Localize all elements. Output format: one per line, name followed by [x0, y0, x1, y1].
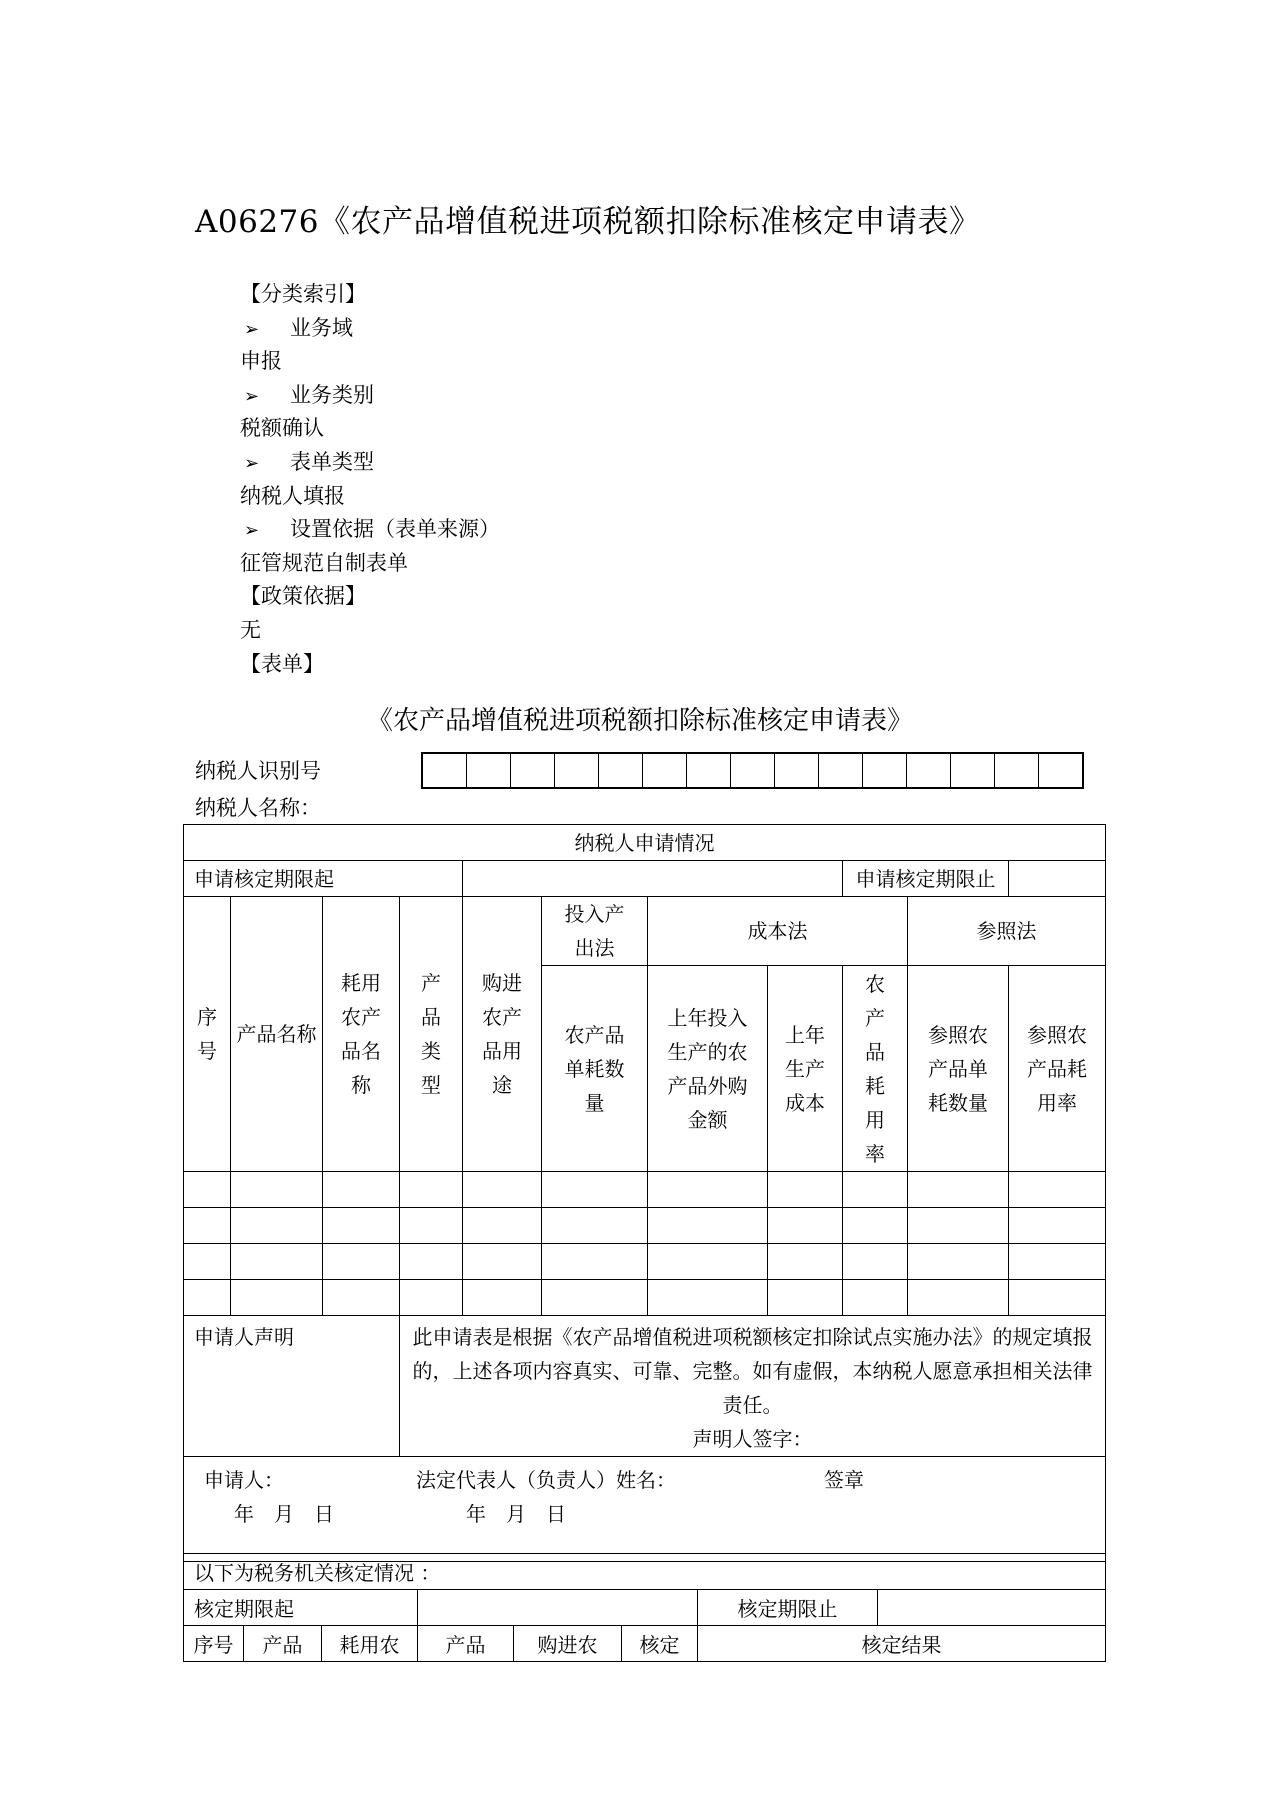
table-row	[184, 1244, 1106, 1280]
policy-value: 无	[240, 617, 261, 642]
seal-label: 签章	[824, 1468, 864, 1492]
table-cell[interactable]	[184, 1280, 231, 1316]
tin-digit-box[interactable]	[907, 754, 951, 787]
header-ref-method: 参照法	[908, 897, 1106, 966]
table-cell[interactable]	[843, 1208, 908, 1244]
table-cell[interactable]	[542, 1172, 648, 1208]
header-ref-unit-consumption: 参照农产品单耗数量	[908, 966, 1009, 1172]
table-cell[interactable]	[1009, 1208, 1106, 1244]
header-io-method: 投入产出法	[542, 897, 648, 966]
header-product-name: 产品名称	[231, 897, 323, 1172]
index-form-type-value: 纳税人填报	[240, 483, 345, 508]
table-cell[interactable]	[323, 1244, 400, 1280]
declaration-text: 此申请表是根据《农产品增值税进项税额核定扣除试点实施办法》的规定填报的，上述各项内容真实、可靠、完整。如有虚假，本纳税人愿意承担相关法律责任。	[412, 1325, 1093, 1417]
table-cell[interactable]	[908, 1208, 1009, 1244]
period-start-label: 申请核定期限起	[184, 861, 463, 897]
bottom-header-consumed: 耗用农	[322, 1626, 418, 1662]
form-header: 【表单】	[240, 651, 324, 676]
header-last-year-cost: 上年生产成本	[768, 966, 843, 1172]
table-cell[interactable]	[1009, 1244, 1106, 1280]
table-cell[interactable]	[542, 1208, 648, 1244]
tin-digit-box[interactable]	[1039, 754, 1082, 787]
declaration-label: 申请人声明	[184, 1316, 400, 1457]
table-cell[interactable]	[184, 1208, 231, 1244]
application-table	[183, 824, 1106, 1562]
period-end-label: 申请核定期限止	[843, 861, 1009, 897]
table-cell[interactable]	[843, 1280, 908, 1316]
applicant-date: 年 月 日	[234, 1502, 334, 1526]
table-cell[interactable]	[648, 1244, 768, 1280]
table-cell[interactable]	[908, 1244, 1009, 1280]
table-row	[184, 1280, 1106, 1316]
section-title: 纳税人申请情况	[184, 825, 1106, 861]
table-cell[interactable]	[463, 1172, 542, 1208]
bottom-header-purchase: 购进农	[514, 1626, 622, 1662]
index-form-type-label: ➢ 表单类型	[240, 446, 500, 480]
tin-digit-box[interactable]	[599, 754, 643, 787]
table-cell[interactable]	[648, 1280, 768, 1316]
bottom-header-seq: 序号	[184, 1626, 244, 1662]
tin-digit-box[interactable]	[467, 754, 511, 787]
table-cell[interactable]	[231, 1208, 323, 1244]
policy-header: 【政策依据】	[240, 584, 366, 609]
header-unit-consumption: 农产品单耗数量	[542, 966, 648, 1172]
document-title: A06276《农产品增值税进项税额扣除标准核定申请表》	[195, 204, 981, 240]
index-domain-label: ➢ 业务域	[240, 312, 500, 346]
bottom-header-type: 产品	[418, 1626, 514, 1662]
declaration-cell	[400, 1316, 1106, 1457]
bottom-header-product: 产品	[244, 1626, 322, 1662]
arrow-bullet-icon: ➢	[244, 385, 260, 407]
table-cell[interactable]	[768, 1208, 843, 1244]
header-product-type: 产品类型	[400, 897, 463, 1172]
bottom-header-result: 核定结果	[698, 1626, 1106, 1662]
header-consumption-rate: 农产品耗用率	[843, 966, 908, 1172]
header-purchase-use: 购进农产品用途	[463, 897, 542, 1172]
table-cell[interactable]	[542, 1280, 648, 1316]
tin-digit-box[interactable]	[643, 754, 687, 787]
table-cell[interactable]	[1009, 1172, 1106, 1208]
verify-end-field[interactable]	[878, 1590, 1106, 1626]
tin-digit-box[interactable]	[863, 754, 907, 787]
table-cell[interactable]	[908, 1280, 1009, 1316]
table-cell[interactable]	[908, 1172, 1009, 1208]
form-title: 《农产品增值税进项税额扣除标准核定申请表》	[366, 706, 913, 736]
header-ref-rate: 参照农产品耗用率	[1009, 966, 1106, 1172]
index-basis-value: 征管规范自制表单	[240, 550, 408, 575]
table-cell[interactable]	[542, 1244, 648, 1280]
verify-end-label: 核定期限止	[698, 1590, 878, 1626]
table-cell[interactable]	[843, 1172, 908, 1208]
table-cell[interactable]	[231, 1172, 323, 1208]
header-last-year-amount: 上年投入生产的农产品外购金额	[648, 966, 768, 1172]
table-cell[interactable]	[400, 1280, 463, 1316]
tin-digit-box[interactable]	[951, 754, 995, 787]
table-cell[interactable]	[463, 1244, 542, 1280]
table-cell[interactable]	[231, 1280, 323, 1316]
table-row	[184, 1208, 1106, 1244]
bottom-header-verify: 核定	[622, 1626, 698, 1662]
table-cell[interactable]	[400, 1208, 463, 1244]
arrow-bullet-icon: ➢	[244, 520, 260, 542]
verify-start-field[interactable]	[418, 1590, 698, 1626]
applicant-label: 申请人：	[204, 1468, 284, 1492]
header-consumed-product: 耗用农产品名称	[323, 897, 400, 1172]
table-cell[interactable]	[768, 1172, 843, 1208]
table-cell[interactable]	[323, 1280, 400, 1316]
tin-input-boxes[interactable]	[421, 752, 1084, 789]
table-cell[interactable]	[768, 1244, 843, 1280]
period-start-field[interactable]	[463, 861, 843, 897]
tax-section-title: 以下为税务机关核定情况 ：	[184, 1554, 1106, 1590]
table-row	[184, 1172, 1106, 1208]
index-category-value: 税额确认	[240, 416, 324, 441]
table-cell[interactable]	[463, 1280, 542, 1316]
index-domain-value: 申报	[240, 349, 282, 374]
declarant-signature[interactable]: 声明人签字：	[692, 1427, 813, 1451]
tax-office-table	[183, 1553, 1106, 1662]
signature-cell	[184, 1457, 1106, 1562]
table-cell[interactable]	[648, 1208, 768, 1244]
legal-rep-date: 年 月 日	[466, 1502, 566, 1526]
legal-rep-label: 法定代表人（负责人）姓名：	[416, 1468, 676, 1492]
period-end-field[interactable]	[1009, 861, 1106, 897]
table-cell[interactable]	[463, 1208, 542, 1244]
table-cell[interactable]	[184, 1172, 231, 1208]
tin-digit-box[interactable]	[731, 754, 775, 787]
index-header: 【分类索引】	[240, 282, 366, 306]
tin-digit-box[interactable]	[775, 754, 819, 787]
index-basis-label: ➢ 设置依据（表单来源）	[240, 513, 500, 547]
arrow-bullet-icon: ➢	[244, 452, 260, 474]
taxpayer-name-label: 纳税人名称：	[195, 796, 321, 820]
table-cell[interactable]	[843, 1244, 908, 1280]
table-cell[interactable]	[323, 1208, 400, 1244]
table-cell[interactable]	[400, 1172, 463, 1208]
index-category-label: ➢ 业务类别	[240, 379, 500, 413]
table-cell[interactable]	[231, 1244, 323, 1280]
table-cell[interactable]	[1009, 1280, 1106, 1316]
arrow-bullet-icon: ➢	[244, 318, 260, 340]
table-cell[interactable]	[184, 1244, 231, 1280]
tin-digit-box[interactable]	[511, 754, 555, 787]
header-seq: 序号	[184, 897, 231, 1172]
tin-digit-box[interactable]	[819, 754, 863, 787]
verify-start-label: 核定期限起	[184, 1590, 418, 1626]
tin-label: 纳税人识别号	[195, 759, 321, 783]
tin-digit-box[interactable]	[423, 754, 467, 787]
table-cell[interactable]	[400, 1244, 463, 1280]
table-cell[interactable]	[323, 1172, 400, 1208]
tin-digit-box[interactable]	[555, 754, 599, 787]
tin-digit-box[interactable]	[687, 754, 731, 787]
tin-digit-box[interactable]	[995, 754, 1039, 787]
classification-index	[240, 278, 500, 681]
table-cell[interactable]	[768, 1280, 843, 1316]
table-cell[interactable]	[648, 1172, 768, 1208]
header-cost-method: 成本法	[648, 897, 908, 966]
